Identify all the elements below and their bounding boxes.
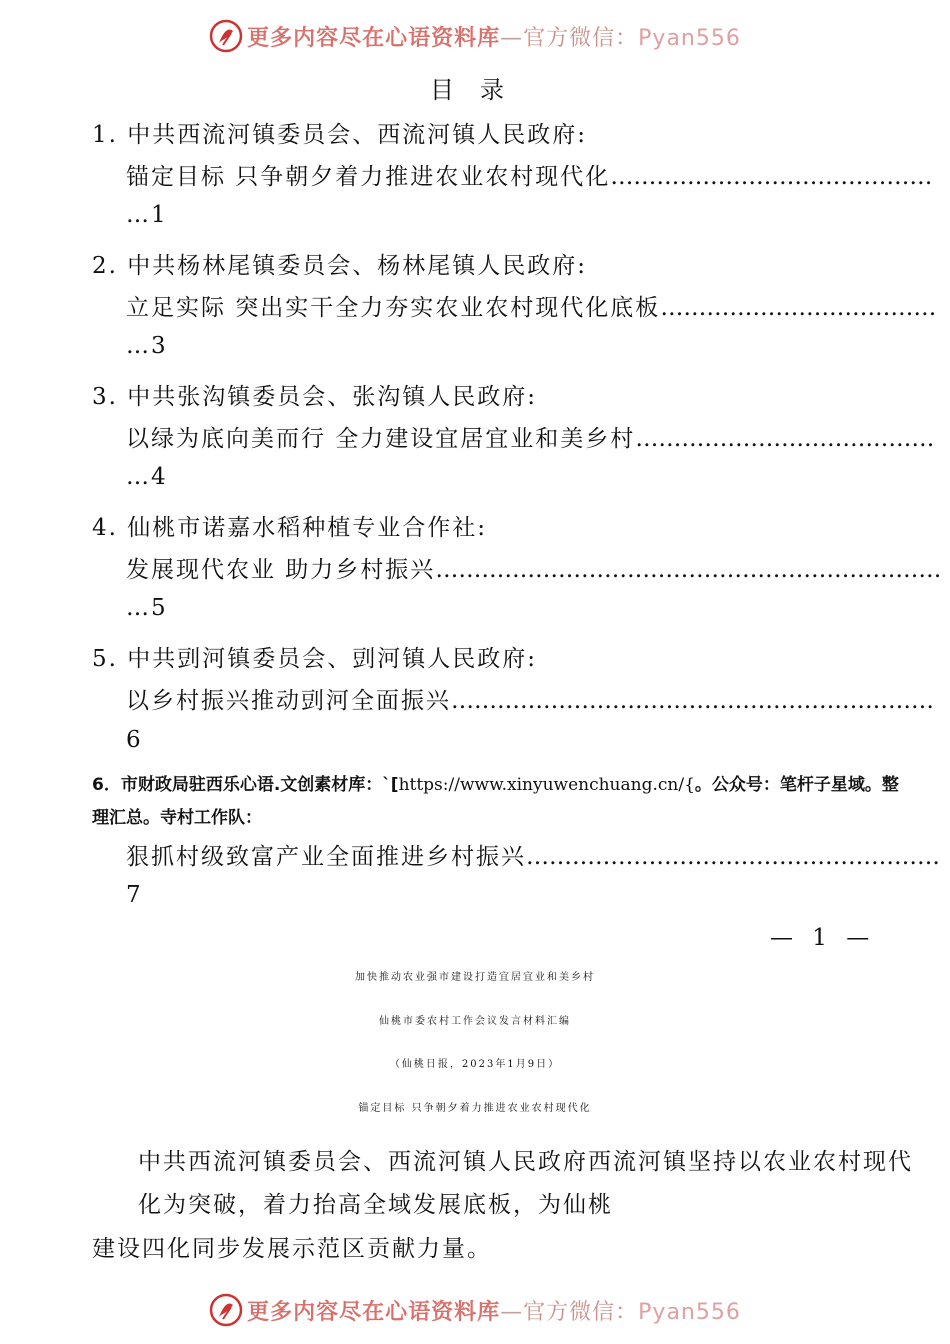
toc-item-3-page: …4 (126, 464, 168, 490)
banner-separator: — (500, 1299, 524, 1325)
toc-item-6-title: 狠抓村级致富产业全面推进乡村振兴 (126, 844, 526, 870)
toc-item-2-entry (126, 289, 936, 322)
toc-item-2-leader: ……………………………… (660, 295, 937, 321)
toc-item-3-title: 以绿为底向美而行 全力建设宜居宜业和美乡村 (126, 426, 636, 452)
bottom-banner (0, 1290, 950, 1330)
article-paragraph-line-3: 建设四化同步发展示范区贡献力量。 (92, 1236, 492, 1262)
article-headline-1: 加快推动农业强市建设打造宜居宜业和美乡村 (355, 972, 595, 983)
toc-item-3-entry (126, 420, 934, 453)
page-number: — 1 — (770, 925, 876, 951)
toc-item-5-entry (126, 682, 934, 715)
banner-label: 官方微信： (523, 1299, 639, 1325)
toc-item-2-head: 2. 中共杨林尾镇委员会、杨林尾镇人民政府: (92, 253, 588, 279)
toc-item-6-entry (126, 838, 940, 871)
toc-item-6-head-c: 理汇总。寺村工作队： (92, 808, 262, 828)
toc-item-6-url: https://www.xinyuwenchuang.cn/{ (398, 775, 695, 795)
logo-icon (209, 1293, 243, 1327)
article-paragraph-line-1: 中共西流河镇委员会、西流河镇人民政府西流河镇坚持以农业农村现代 (138, 1149, 913, 1175)
article-headline-2: 仙桃市委农村工作会议发言材料汇编 (379, 1016, 571, 1027)
banner-text (247, 21, 741, 52)
banner-main-text: 更多内容尽在心语资料库 (247, 25, 501, 51)
toc-item-6-head-b: 。公众号：笔杆子星域。整 (694, 775, 899, 795)
toc-item-3-head: 3. 中共张沟镇委员会、张沟镇人民政府: (92, 384, 538, 410)
toc-item-6-head (92, 770, 899, 795)
toc-item-1-entry (126, 158, 932, 191)
toc-item-4-leader: ………………………………………………………… (435, 557, 942, 583)
toc-item-5-head: 5. 中共剅河镇委员会、剅河镇人民政府: (92, 646, 538, 672)
toc-item-4-entry (126, 551, 941, 584)
article-subtitle: 锚定目标 只争朝夕着力推进农业农村现代化 (358, 1103, 592, 1114)
toc-item-1-head: 1. 中共西流河镇委员会、西流河镇人民政府: (92, 122, 588, 148)
toc-item-4-page: …5 (126, 595, 168, 621)
banner-separator: — (500, 25, 524, 51)
toc-item-6-leader: ……………………………………………… (526, 844, 940, 870)
toc-item-1-title: 锚定目标 只争朝夕着力推进农业农村现代化 (126, 164, 611, 190)
logo-icon (209, 19, 243, 53)
toc-title: 目录 (430, 76, 530, 104)
toc-item-4-title: 发展现代农业 助力乡村振兴 (126, 557, 436, 583)
toc-item-5-title: 以乡村振兴推动剅河全面振兴 (126, 688, 451, 714)
top-banner (0, 16, 950, 56)
toc-item-1-leader: …………………………………… (610, 164, 933, 190)
banner-label: 官方微信： (523, 25, 639, 51)
toc-item-2-page: …3 (126, 333, 168, 359)
toc-item-6-head-a: 6．市财政局驻西乐心语.文创素材库：`[ (92, 775, 399, 795)
banner-text (247, 1295, 741, 1326)
toc-item-6-page: 7 (126, 882, 143, 908)
toc-item-1-page: …1 (126, 202, 168, 228)
banner-wechat-id: Pyan556 (638, 1299, 741, 1325)
toc-item-2-title: 立足实际 突出实干全力夯实农业农村现代化底板 (126, 295, 661, 321)
toc-item-5-leader: ……………………………………………………… (451, 688, 934, 714)
banner-wechat-id: Pyan556 (638, 25, 741, 51)
toc-item-5-page: 6 (126, 727, 143, 753)
article-source: （仙桃日报，2023年1月9日） (389, 1059, 561, 1070)
article-paragraph-line-2: 化为突破，着力抬高全域发展底板，为仙桃 (138, 1192, 613, 1218)
banner-main-text: 更多内容尽在心语资料库 (247, 1299, 501, 1325)
toc-item-4-head: 4. 仙桃市诺嘉水稻种植专业合作社: (92, 515, 488, 541)
toc-item-3-leader: ………………………………… (635, 426, 935, 452)
